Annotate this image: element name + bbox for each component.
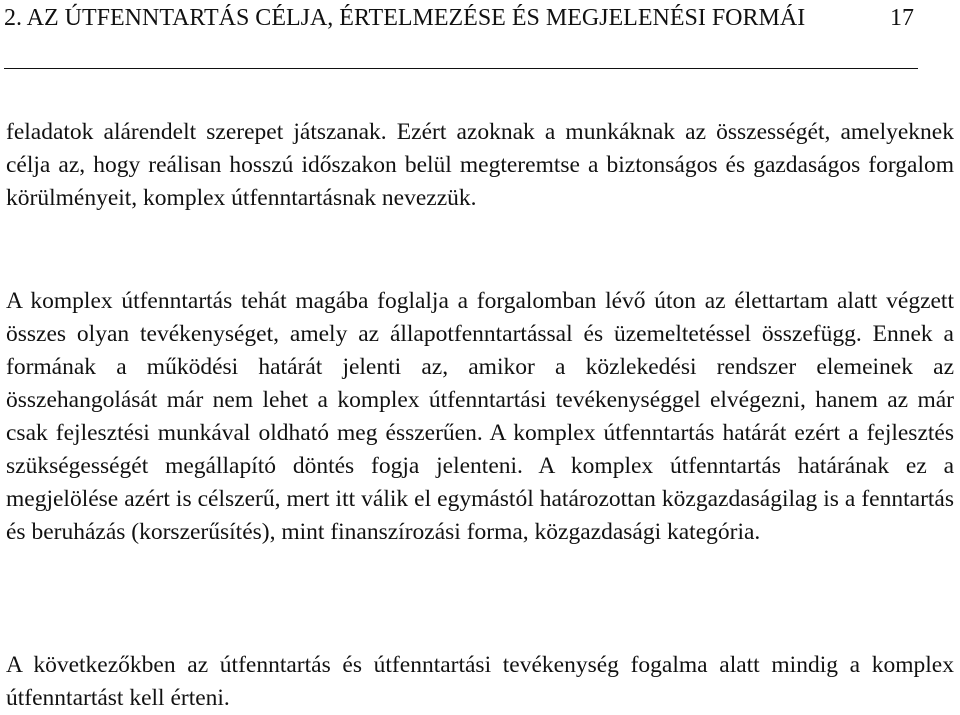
chapter-title: 2. AZ ÚTFENNTARTÁS CÉLJA, ÉRTELMEZÉSE ÉS MEGJELENÉSI FORMÁI [4, 5, 806, 31]
paragraph-2: A komplex útfenntartás tehát magába foglalja a forgalomban lévő úton az élettartam alatt végzett összes olyan tevékenységet, amely az állapotfenntartással és üzemeltetéssel összefügg. Ennek a formának a működési határát jelenti az, amikor a közlekedési rendszer elemeinek az összehangolását már nem lehet a komplex útfenntartási tevékenységgel elvégezni, hanem az már csak fejlesztési munkával oldható meg ésszerűen. A komplex útfenntartás határát ezért a fejlesztés szükségességét megállapító döntés fogja jelenteni. A komplex útfenntartás határának ez a megjelölése azért is célszerű, mert itt válik el egymástól határozottan közgazdaságilag is a fenntartás és beruházás (korszerűsítés), mint finanszírozási forma, közgazdasági kategória. [6, 288, 954, 545]
running-header [4, 2, 918, 69]
paragraph-3: A következőkben az útfenntartás és útfenntartási tevékenység fogalma alatt mindig a komplex útfenntartást kell érteni. [6, 652, 954, 711]
page-number: 17 [890, 5, 914, 31]
paragraph-1: feladatok alárendelt szerepet játszanak. Ezért azoknak a munkáknak az összességét, amelyeknek célja az, hogy reálisan hosszú időszakon belül megteremtse a biztonságos és gazdaságos forgalom körülményeit, komplex útfenntartásnak nevezzük. [6, 119, 954, 211]
